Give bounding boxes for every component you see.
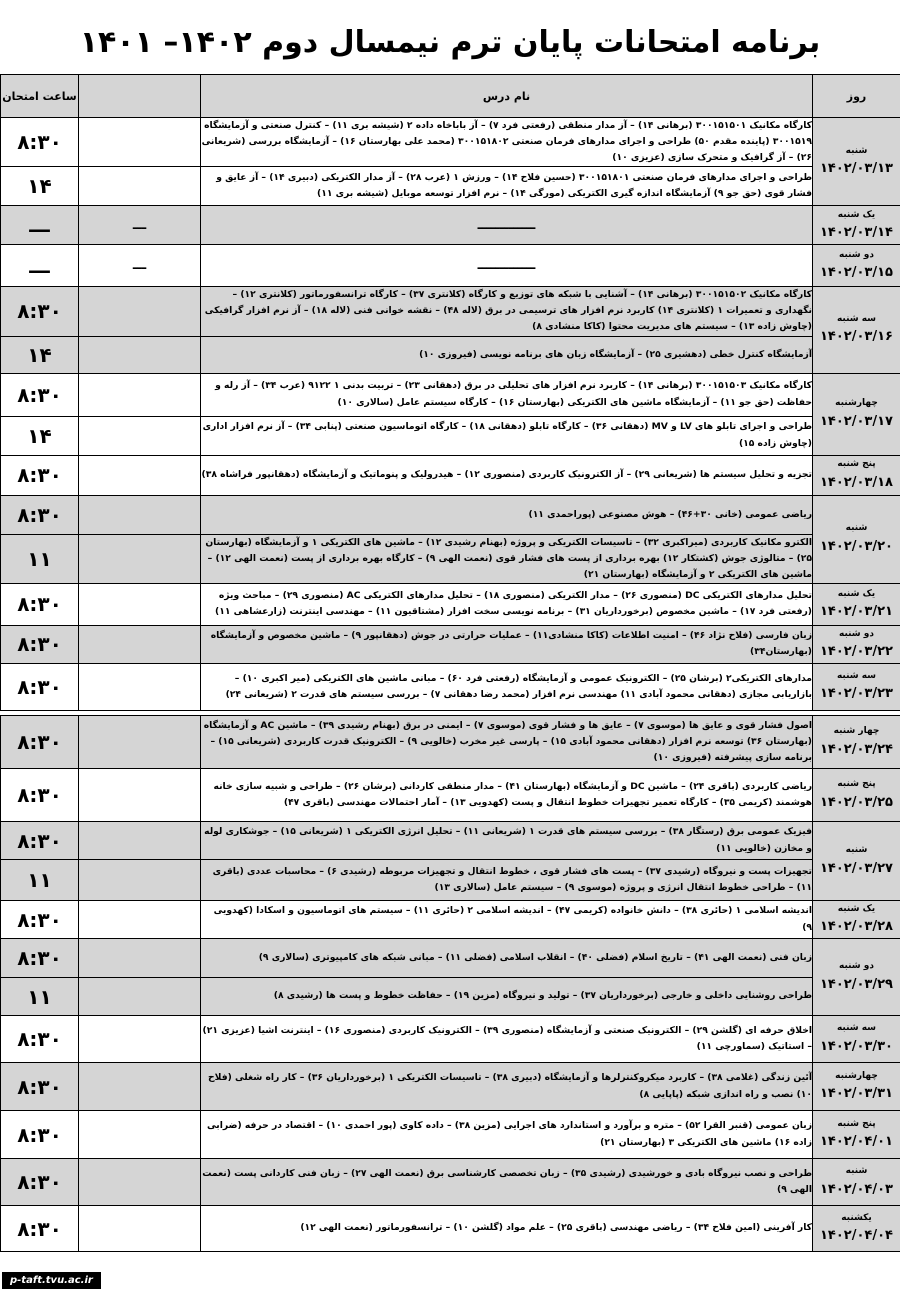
- course-list: آئین زندگی (غلامی ۳۸) – کاربرد میکروکنترلرها و آزمایشگاه (دبیری ۳۸) – تاسیسات الکتریکی ۱ (برخورداریان ۳۶) – کار راه شغلی (فلاح ۱۰) نصب و راه اندازی شبکه (پاپایی ۸): [201, 1063, 813, 1111]
- table-row: [1, 245, 900, 287]
- day-cell: [813, 583, 900, 625]
- course-list: کارگاه مکانیک ۳۰۰۱۵۱۵۰۲ (برهانی ۱۴) – آشنایی با شبکه های توزیع و کارگاه (کلانتری ۳۷) – کارگاه ترانسفورماتور (کلانتری ۱۲) – نگهداری و تعمیرات ۱ (کلانتری ۱۴) کاربرد نرم افزار های ترسیمی در برق (لاله ۴۸) – نقشه خوانی فنی (لاله ۱۸) – آز نرم افزار گرافیکی (چاوش زاده ۱۳) – سیستم های مدیریت محتوا (کاکا منشادی ۸): [201, 287, 813, 336]
- exam-time: ۱۱: [1, 860, 79, 901]
- exam-time: ۸:۳۰: [1, 901, 79, 939]
- course-list: زبان فنی (نعمت الهی ۴۱) – تاریخ اسلام (فضلی ۴۰) – انقلاب اسلامی (فضلی ۱۱) – مبانی شبکه های کامپیوتری (سالاری ۹): [201, 939, 813, 978]
- exam-time: ۱۴: [1, 416, 79, 455]
- day-name: سه شنبه: [836, 314, 877, 325]
- exam-time: ۸:۳۰: [1, 373, 79, 416]
- exam-date: ۱۴۰۲/۰۳/۲۷: [820, 860, 893, 876]
- exam-date: ۱۴۰۲/۰۳/۱۴: [820, 224, 893, 240]
- exam-date: ۱۴۰۲/۰۳/۳۱: [820, 1086, 893, 1101]
- extra-cell: [79, 1016, 201, 1063]
- day-name: سه شنبه: [836, 1023, 877, 1034]
- day-cell: [813, 1063, 900, 1111]
- header-time: ساعت امتحان: [1, 75, 79, 118]
- extra-cell: [79, 978, 201, 1016]
- exam-time: ـــ: [1, 245, 79, 287]
- exam-schedule-table-1: [0, 74, 900, 711]
- exam-time: ۸:۳۰: [1, 1206, 79, 1252]
- extra-cell: [79, 336, 201, 373]
- day-cell: [813, 1111, 900, 1159]
- exam-date: ۱۴۰۲/۰۳/۲۴: [820, 741, 893, 757]
- table-row: [1, 860, 900, 901]
- exam-time: ۸:۳۰: [1, 495, 79, 534]
- extra-cell: [79, 939, 201, 978]
- table-row: [1, 455, 900, 495]
- table-row: [1, 769, 900, 822]
- extra-cell: [79, 716, 201, 769]
- table-row: [1, 939, 900, 978]
- day-name: یک شنبه: [837, 588, 876, 599]
- exam-date: ۱۴۰۲/۰۴/۰۴: [820, 1228, 893, 1243]
- exam-time: ۱۱: [1, 978, 79, 1016]
- day-cell: [813, 901, 900, 939]
- extra-cell: [79, 1206, 201, 1252]
- course-list: کارگاه مکانیک ۳۰۰۱۵۱۵۰۱ (برهانی ۱۴) – آز مدار منطقی (رفعتی فرد ۷) – آز باباخاه داده ۲ (شیشه بری ۱۱) – کنترل صنعتی و آزمایشگاه ۳۰۰۱۵۱۹ (پاینده مقدم ۵۰) طراحی و اجرای مدارهای فرمان صنعتی ۳۰۰۱۵۱۸۰۲ (محمد علی بهارستان ۱۶) – آزمایشگاه بررسی (شریعانی ۲۶) – آز گرافیک و متحرک سازی (عزیزی ۱۰): [201, 118, 813, 167]
- exam-time: ۱۱: [1, 534, 79, 583]
- day-name: دو شنبه: [838, 250, 874, 261]
- extra-cell: [79, 663, 201, 710]
- header-day: روز: [813, 75, 900, 118]
- header-extra: [79, 75, 201, 118]
- day-cell: [813, 118, 900, 206]
- day-name: دو شنبه: [838, 628, 874, 639]
- exam-date: ۱۴۰۲/۰۳/۱۵: [820, 265, 893, 281]
- extra-cell: [79, 373, 201, 416]
- course-list: زبان عمومی (قنبر القرا ۵۲) – متره و برآورد و استاندارد های اجرایی (مزین ۳۸) – داده کاوی (پور احمدی ۱۰) – اقتصاد در حرفه (ضرابی زاده ۱۶) ماشین های الکتریکی ۳ (بهارستان ۲۱): [201, 1111, 813, 1159]
- table-row: [1, 901, 900, 939]
- extra-cell: ـــ: [79, 245, 201, 287]
- exam-date: ۱۴۰۲/۰۳/۱۶: [820, 329, 893, 345]
- day-cell: [813, 206, 900, 245]
- exam-time: ۸:۳۰: [1, 822, 79, 860]
- exam-date: ۱۴۰۲/۰۳/۲۹: [820, 976, 893, 992]
- table-row: [1, 1206, 900, 1252]
- header-course: نام درس: [201, 75, 813, 118]
- table-row: [1, 716, 900, 769]
- table-row: [1, 663, 900, 710]
- exam-time: ۸:۳۰: [1, 769, 79, 822]
- day-name: پنج شنبه: [837, 779, 876, 790]
- exam-time: ۸:۳۰: [1, 583, 79, 625]
- day-cell: [813, 455, 900, 495]
- course-list: ـــــــــــــ: [201, 245, 813, 287]
- exam-time: ۸:۳۰: [1, 1159, 79, 1206]
- extra-cell: [79, 860, 201, 901]
- exam-time: ۸:۳۰: [1, 118, 79, 167]
- course-list: طراحی و نصب نیروگاه بادی و خورشیدی (رشیدی ۳۵) – زبان تخصصی کارشناسی برق (نعمت الهی ۲۷) – زبان فنی کاردانی پست (نعمت الهی ۹): [201, 1159, 813, 1206]
- exam-time: ـــ: [1, 206, 79, 245]
- extra-cell: [79, 118, 201, 167]
- extra-cell: [79, 455, 201, 495]
- day-cell: [813, 373, 900, 455]
- extra-cell: [79, 769, 201, 822]
- day-cell: [813, 1206, 900, 1252]
- course-list: طراحی و اجرای مدارهای فرمان صنعتی ۳۰۰۱۵۱۸۰۱ (حسین فلاح ۱۴) – ورزش ۱ (عرب ۲۸) – آز مدار الکتریکی (دبیری ۱۴) – آز عایق و فشار قوی (حق جو ۹) آزمایشگاه اندازه گیری الکتریکی (مورگی ۱۴) – نرم افزار توسعه موبایل (شیشه بری ۱۱): [201, 167, 813, 206]
- course-list: کارگاه مکانیک ۳۰۰۱۵۱۵۰۳ (برهانی ۱۴) – کاربرد نرم افزار های تحلیلی در برق (دهقانی ۲۳) – تربیت بدنی ۱ ۹۱۲۲ (عرب ۳۴) – آز رله و حفاظت (حق جو ۱۱) – آزمایشگاه ماشین های الکتریکی (بهارستان ۱۶) – کارگاه سیستم عامل (سالاری ۱۰): [201, 373, 813, 416]
- exam-time: ۸:۳۰: [1, 1063, 79, 1111]
- extra-cell: [79, 583, 201, 625]
- table-row: [1, 1111, 900, 1159]
- day-cell: [813, 1016, 900, 1063]
- day-cell: [813, 822, 900, 901]
- extra-cell: [79, 1063, 201, 1111]
- course-list: طراحی و اجرای تابلو های LV و MV (دهقانی ۳۶) – کارگاه تابلو (دهقانی ۱۸) – کارگاه اتوماسیون صنعتی (پنابی ۳۴) – آز نرم افزار اداری (چاوش زاده ۱۵): [201, 416, 813, 455]
- table-row: [1, 118, 900, 167]
- course-list: آزمایشگاه کنترل خطی (دهشیری ۲۵) – آزمایشگاه زبان های برنامه نویسی (فیروزی ۱۰): [201, 336, 813, 373]
- extra-cell: [79, 167, 201, 206]
- day-cell: [813, 287, 900, 373]
- day-name: پنج شنبه: [837, 1118, 876, 1129]
- exam-date: ۱۴۰۲/۰۴/۰۳: [820, 1181, 893, 1197]
- exam-date: ۱۴۰۲/۰۳/۲۳: [820, 686, 893, 702]
- exam-schedule-table-2: [0, 715, 900, 1252]
- course-list: زبان فارسی (فلاح نژاد ۴۶) – امنیت اطلاعات (کاکا منشادی۱۱) – عملیات حرارتی در جوش (دهقانپور ۹) – ماشین مخصوص و آزمایشگاه (بهارستان۳۴): [201, 625, 813, 663]
- course-list: الکترو مکانیک کاربردی (میراکبری ۳۲) – تاسیسات الکتریکی و پروژه (بهنام رشیدی ۱۲) – ماشین های الکتریکی ۱ و آزمایشگاه (بهارستان ۲۵) – متالوژی جوش (کشتکار ۱۲) بهره برداری از پست های فشار قوی (نعمت الهی ۹) – کارگاه بهره برداری از پست (نعمت الهی ۱۲) – ماشین های الکتریکی ۲ و آزمایشگاه (بهارستان ۲۱): [201, 534, 813, 583]
- course-list: طراحی روشنایی داخلی و خارجی (برخورداریان ۳۷) – تولید و نیروگاه (مزین ۱۹) – حفاظت خطوط و پست ها (رشیدی ۸): [201, 978, 813, 1016]
- table-row: [1, 287, 900, 336]
- day-cell: [813, 625, 900, 663]
- exam-time: ۸:۳۰: [1, 1016, 79, 1063]
- table-row: [1, 416, 900, 455]
- day-name: دو شنبه: [838, 961, 874, 972]
- exam-date: ۱۴۰۲/۰۳/۳۰: [820, 1038, 893, 1054]
- day-name: یک شنبه: [837, 209, 876, 220]
- table-row: [1, 1016, 900, 1063]
- exam-time: ۸:۳۰: [1, 287, 79, 336]
- exam-time: ۱۴: [1, 167, 79, 206]
- day-cell: [813, 495, 900, 583]
- exam-date: ۱۴۰۲/۰۳/۲۲: [820, 643, 893, 659]
- exam-date: ۱۴۰۲/۰۴/۰۱: [820, 1134, 893, 1149]
- course-list: کار آفرینی (امین فلاح ۳۴) – ریاضی مهندسی (باقری ۲۵) – علم مواد (گلشن ۱۰) – ترانسفورماتور (نعمت الهی ۱۲): [201, 1206, 813, 1252]
- exam-time: ۸:۳۰: [1, 625, 79, 663]
- exam-time: ۸:۳۰: [1, 716, 79, 769]
- exam-date: ۱۴۰۲/۰۳/۲۰: [820, 538, 893, 554]
- site-url-watermark: p-taft.tvu.ac.ir: [2, 1272, 101, 1289]
- day-cell: [813, 663, 900, 710]
- day-cell: [813, 245, 900, 287]
- day-name: چهارشنبه: [835, 398, 878, 409]
- exam-date: ۱۴۰۲/۰۳/۱۸: [820, 474, 893, 490]
- exam-time: ۸:۳۰: [1, 1111, 79, 1159]
- exam-date: ۱۴۰۲/۰۳/۲۸: [820, 919, 893, 934]
- exam-date: ۱۴۰۲/۰۳/۱۷: [820, 413, 893, 429]
- table-row: [1, 822, 900, 860]
- day-cell: [813, 939, 900, 1016]
- table-row: [1, 167, 900, 206]
- extra-cell: [79, 1159, 201, 1206]
- table-row: [1, 1063, 900, 1111]
- extra-cell: [79, 495, 201, 534]
- day-name: یک شنبه: [837, 903, 876, 914]
- day-cell: [813, 769, 900, 822]
- extra-cell: [79, 416, 201, 455]
- table-row: [1, 625, 900, 663]
- table-row: [1, 495, 900, 534]
- day-name: شنبه: [845, 523, 868, 534]
- day-cell: [813, 716, 900, 769]
- extra-cell: [79, 822, 201, 860]
- table-row: [1, 373, 900, 416]
- extra-cell: [79, 534, 201, 583]
- exam-date: ۱۴۰۲/۰۳/۲۱: [820, 603, 893, 619]
- course-list: ریاضی کاربردی (باقری ۲۴) – ماشین DC و آزمایشگاه (بهارستان ۴۱) – مدار منطقی کاردانی (برشان ۲۶) – طراحی و شبیه سازی خانه هوشمند (کریمی ۳۵) – کارگاه تعمیر تجهیزات خطوط انتقال و پست (کهدویی ۱۳) – آمار احتمالات مهندسی (باقری ۴۷): [201, 769, 813, 822]
- table-row: [1, 1159, 900, 1206]
- table-row: [1, 534, 900, 583]
- extra-cell: [79, 625, 201, 663]
- course-list: اندیشه اسلامی ۱ (حائری ۳۸) – دانش خانواده (کریمی ۴۷) – اندیشه اسلامی ۲ (حائری ۱۱) – سیستم های اتوماسیون و اسکادا (کهدویی ۹): [201, 901, 813, 939]
- course-list: ریاضی عمومی (خانی ۳۰+۴۶) – هوش مصنوعی (پوراحمدی ۱۱): [201, 495, 813, 534]
- extra-cell: [79, 901, 201, 939]
- course-list: ـــــــــــــ: [201, 206, 813, 245]
- day-name: پنج شنبه: [837, 459, 876, 470]
- day-name: شنبه: [845, 145, 868, 156]
- course-list: تجهیزات پست و نیروگاه (رشیدی ۳۷) – پست های فشار قوی ، خطوط انتقال و تجهیزات مربوطه (رشیدی ۶) – محاسبات عددی (باقری ۱۱) – طراحی خطوط انتقال انرژی و پروژه (موسوی ۹) – سیستم عامل (سالاری ۱۳): [201, 860, 813, 901]
- day-name: یکشنبه: [841, 1212, 872, 1223]
- extra-cell: ـــ: [79, 206, 201, 245]
- extra-cell: [79, 1111, 201, 1159]
- exam-date: ۱۴۰۲/۰۳/۲۵: [820, 794, 893, 810]
- table-row: [1, 206, 900, 245]
- page-title: برنامه امتحانات پایان ترم نیمسال دوم ۱۴۰۲– ۱۴۰۱: [79, 25, 821, 60]
- course-list: فیزیک عمومی برق (رستگار ۳۸) – بررسی سیستم های قدرت ۱ (شریعانی ۱۱) – تحلیل انرژی الکتریکی ۱ (شریعانی ۱۵) – جوشکاری لوله و مخازن (خالویی ۱۱): [201, 822, 813, 860]
- extra-cell: [79, 287, 201, 336]
- course-list: اصول فشار قوی و عایق ها (موسوی ۷) – عایق ها و فشار قوی (موسوی ۷) – ایمنی در برق (بهنام رشیدی ۳۹) – ماشین AC و آزمایشگاه (بهارستان ۳۶) توسعه نرم افزار (دهقانی محمود آبادی ۱۵) – پارسی غیر مخرب (خالویی ۹) – الکترونیک قدرت کاربردی (شریعانی ۱۵) – برنامه سازی پیشرفته (فیروزی ۱۰): [201, 716, 813, 769]
- exam-time: ۸:۳۰: [1, 663, 79, 710]
- day-name: شنبه: [845, 1166, 868, 1177]
- course-list: اخلاق حرفه ای (گلشن ۲۹) – الکترونیک صنعتی و آزمایشگاه (منصوری ۳۹) – الکترونیک کاربردی (منصوری ۱۶) – اینترنت اشیا (عزیزی ۲۱) – استاتیک (سماورچی ۱۱): [201, 1016, 813, 1063]
- day-name: شنبه: [845, 845, 868, 856]
- day-name: چهار شنبه: [833, 726, 880, 737]
- course-list: تحلیل مدارهای الکتریکی DC (منصوری ۲۶) – مدار الکتریکی (منصوری ۱۸) – تحلیل مدارهای الکتریکی AC (منصوری ۲۹) – مباحث ویژه (رفعتی فرد ۱۷) – ماشین مخصوص (برخورداریان ۳۱) – برنامه نویسی سخت افزار (مشتاقیون ۱۱) – مهندسی اینترنت (زارعشاهی ۱۱): [201, 583, 813, 625]
- day-name: سه شنبه: [836, 671, 877, 682]
- table-row: [1, 583, 900, 625]
- table-row: [1, 336, 900, 373]
- day-name: چهارشنبه: [835, 1070, 878, 1081]
- table-row: [1, 978, 900, 1016]
- course-list: تجزیه و تحلیل سیستم ها (شریعانی ۲۹) – آز الکترونیک کاربردی (منصوری ۱۲) – هیدرولیک و پنوماتیک و آزمایشگاه (دهقانپور فراشاه ۳۸): [201, 455, 813, 495]
- course-list: مدارهای الکتریکی۲ (برشان ۲۵) – الکترونیک عمومی و آزمایشگاه (رفعتی فرد ۶۰) – مبانی ماشین های الکتریکی (میر اکبری ۱۰) – بازاریابی مجازی (دهقانی محمود آبادی ۱۱) مهندسی نرم افزار (محمد رضا دهقانی ۷) – بررسی سیستم های قدرت ۲ (شریعانی ۲۴): [201, 663, 813, 710]
- exam-time: ۸:۳۰: [1, 455, 79, 495]
- day-cell: [813, 1159, 900, 1206]
- exam-time: ۱۴: [1, 336, 79, 373]
- exam-date: ۱۴۰۲/۰۳/۱۳: [820, 161, 893, 177]
- exam-time: ۸:۳۰: [1, 939, 79, 978]
